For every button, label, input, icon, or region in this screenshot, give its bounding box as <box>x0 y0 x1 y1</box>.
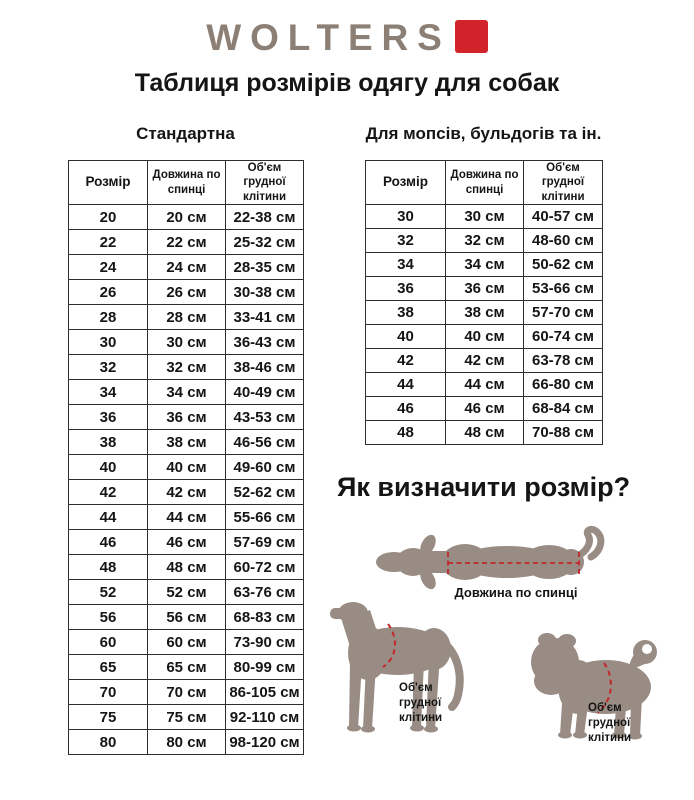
table-cell: 92-110 см <box>226 705 304 730</box>
table-cell: 36 <box>69 405 148 430</box>
table-row <box>69 705 304 730</box>
table-row <box>69 330 304 355</box>
column-header-size <box>69 161 148 205</box>
table-row <box>69 205 304 230</box>
table-cell: 33-41 см <box>226 305 304 330</box>
table-cell: 30 <box>366 205 446 229</box>
table-cell: 40-49 см <box>226 380 304 405</box>
column-header-back-length <box>148 161 226 205</box>
table-cell: 48-60 см <box>524 229 603 253</box>
table-cell: 36 см <box>148 405 226 430</box>
table-cell: 48 см <box>446 421 524 445</box>
table-cell: 36-43 см <box>226 330 304 355</box>
standard-size-table <box>68 160 304 755</box>
label-line: Об'єм <box>588 702 622 714</box>
table-cell: 30 см <box>148 330 226 355</box>
table-row <box>69 255 304 280</box>
table-cell: 60 см <box>148 630 226 655</box>
table-cell: 42 см <box>148 480 226 505</box>
dog-tail <box>577 529 601 557</box>
table-cell: 52 см <box>148 580 226 605</box>
header-label: клітини <box>242 190 287 203</box>
table-cell: 52 <box>69 580 148 605</box>
table-cell: 65 <box>69 655 148 680</box>
table-cell: 34 см <box>148 380 226 405</box>
table-cell: 70 <box>69 680 148 705</box>
table-cell: 43-53 см <box>226 405 304 430</box>
table-header-row <box>69 161 304 205</box>
table-cell: 70 см <box>148 680 226 705</box>
table-cell: 34 см <box>446 253 524 277</box>
dog-silhouette <box>376 532 584 592</box>
table-cell: 57-69 см <box>226 530 304 555</box>
table-row <box>69 605 304 630</box>
table-cell: 38 см <box>148 430 226 455</box>
table-cell: 60-72 см <box>226 555 304 580</box>
table-cell: 73-90 см <box>226 630 304 655</box>
header-label: клітини <box>541 190 585 203</box>
table-cell: 40 <box>366 325 446 349</box>
table-row <box>69 355 304 380</box>
logo-text: WOLTERS <box>206 17 451 58</box>
table-cell: 48 <box>366 421 446 445</box>
table-cell: 25-32 см <box>226 230 304 255</box>
header-label: Об'єм грудної <box>541 162 585 189</box>
table-row <box>366 373 603 397</box>
table-cell: 32 см <box>148 355 226 380</box>
table-cell: 48 см <box>148 555 226 580</box>
table-cell: 52-62 см <box>226 480 304 505</box>
label-line: грудної <box>399 696 442 709</box>
dog-top-view-illustration <box>373 526 615 594</box>
table-row <box>69 480 304 505</box>
table-cell: 26 см <box>148 280 226 305</box>
table-cell: 32 см <box>446 229 524 253</box>
table-cell: 56 см <box>148 605 226 630</box>
page-title: Таблиця розмірів одягу для собак <box>134 69 560 97</box>
chest-volume-label <box>588 701 631 746</box>
table-cell: 22 <box>69 230 148 255</box>
table-row <box>366 325 603 349</box>
table-row <box>366 421 603 445</box>
table-cell: 20 <box>69 205 148 230</box>
standard-table-title: Стандартна <box>136 124 235 143</box>
table-cell: 26 <box>69 280 148 305</box>
table-cell: 46-56 см <box>226 430 304 455</box>
table-cell: 46 <box>366 397 446 421</box>
table-row <box>366 253 603 277</box>
table-cell: 60 <box>69 630 148 655</box>
header-label: Об'єм грудної <box>243 162 286 189</box>
table-cell: 63-78 см <box>524 349 603 373</box>
table-cell: 44 см <box>148 505 226 530</box>
table-cell: 44 <box>69 505 148 530</box>
table-cell: 56 <box>69 605 148 630</box>
table-cell: 42 см <box>446 349 524 373</box>
table-row <box>69 405 304 430</box>
table-row <box>366 205 603 229</box>
label-line: грудної <box>588 716 631 729</box>
table-cell: 44 <box>366 373 446 397</box>
table-row <box>366 277 603 301</box>
table-row <box>69 580 304 605</box>
column-header-chest <box>524 161 603 205</box>
chest-volume-label <box>399 681 442 726</box>
table-cell: 60-74 см <box>524 325 603 349</box>
table-cell: 36 см <box>446 277 524 301</box>
table-row <box>69 380 304 405</box>
table-cell: 30 <box>69 330 148 355</box>
table-cell: 68-84 см <box>524 397 603 421</box>
table-cell: 66-80 см <box>524 373 603 397</box>
table-cell: 34 <box>69 380 148 405</box>
table-cell: 38 <box>69 430 148 455</box>
table-cell: 44 см <box>446 373 524 397</box>
table-row <box>69 730 304 755</box>
header-label: Довжина по <box>450 169 519 182</box>
table-cell: 36 <box>366 277 446 301</box>
table-cell: 53-66 см <box>524 277 603 301</box>
table-cell: 24 см <box>148 255 226 280</box>
table-cell: 38-46 см <box>226 355 304 380</box>
table-cell: 57-70 см <box>524 301 603 325</box>
header-label: Довжина по <box>152 169 221 182</box>
header-label: Розмір <box>382 174 429 190</box>
logo <box>0 19 694 56</box>
table-cell: 38 см <box>446 301 524 325</box>
table-cell: 65 см <box>148 655 226 680</box>
how-to-measure-title: Як визначити розмір? <box>336 472 631 502</box>
table-row <box>366 229 603 253</box>
table-cell: 80-99 см <box>226 655 304 680</box>
table-cell: 98-120 см <box>226 730 304 755</box>
table-header-row <box>366 161 603 205</box>
table-cell: 46 <box>69 530 148 555</box>
table-cell: 28-35 см <box>226 255 304 280</box>
column-header-chest <box>226 161 304 205</box>
table-cell: 40 см <box>148 455 226 480</box>
logo-red-square <box>455 20 488 54</box>
table-row <box>69 630 304 655</box>
table-row <box>366 301 603 325</box>
flat-breeds-size-table <box>365 160 603 445</box>
table-row <box>69 430 304 455</box>
label-line: клітини <box>588 731 632 744</box>
table-row <box>69 680 304 705</box>
table-cell: 48 <box>69 555 148 580</box>
table-cell: 68-83 см <box>226 605 304 630</box>
table-row <box>69 530 304 555</box>
table-row <box>69 305 304 330</box>
table-cell: 49-60 см <box>226 455 304 480</box>
table-cell: 24 <box>69 255 148 280</box>
flat-breeds-table-title: Для мопсів, бульдогів та ін. <box>365 124 602 143</box>
tail-curl-hole <box>642 644 652 654</box>
table-cell: 28 см <box>148 305 226 330</box>
table-row <box>366 397 603 421</box>
table-cell: 28 <box>69 305 148 330</box>
table-row <box>69 455 304 480</box>
table-row <box>69 280 304 305</box>
table-cell: 32 <box>366 229 446 253</box>
table-cell: 22 см <box>148 230 226 255</box>
table-cell: 63-76 см <box>226 580 304 605</box>
table-cell: 86-105 см <box>226 680 304 705</box>
table-cell: 22-38 см <box>226 205 304 230</box>
column-header-size <box>366 161 446 205</box>
table-row <box>69 555 304 580</box>
table-cell: 30-38 см <box>226 280 304 305</box>
table-cell: 55-66 см <box>226 505 304 530</box>
table-row <box>69 505 304 530</box>
table-cell: 80 см <box>148 730 226 755</box>
table-cell: 70-88 см <box>524 421 603 445</box>
table-cell: 20 см <box>148 205 226 230</box>
table-cell: 38 <box>366 301 446 325</box>
table-cell: 75 <box>69 705 148 730</box>
table-row <box>69 655 304 680</box>
header-label: спинці <box>465 183 504 196</box>
table-cell: 80 <box>69 730 148 755</box>
label-line: клітини <box>399 711 443 724</box>
table-cell: 42 <box>366 349 446 373</box>
table-cell: 34 <box>366 253 446 277</box>
table-cell: 32 <box>69 355 148 380</box>
table-cell: 75 см <box>148 705 226 730</box>
table-row <box>366 349 603 373</box>
header-label: спинці <box>167 183 206 196</box>
table-row <box>69 230 304 255</box>
table-cell: 30 см <box>446 205 524 229</box>
table-cell: 50-62 см <box>524 253 603 277</box>
table-cell: 40-57 см <box>524 205 603 229</box>
column-header-back-length <box>446 161 524 205</box>
table-cell: 46 см <box>148 530 226 555</box>
table-cell: 46 см <box>446 397 524 421</box>
header-label: Розмір <box>85 174 131 190</box>
table-cell: 40 см <box>446 325 524 349</box>
table-cell: 40 <box>69 455 148 480</box>
label-line: Об'єм <box>399 682 433 694</box>
table-cell: 42 <box>69 480 148 505</box>
back-length-label: Довжина по спинці <box>454 585 578 600</box>
